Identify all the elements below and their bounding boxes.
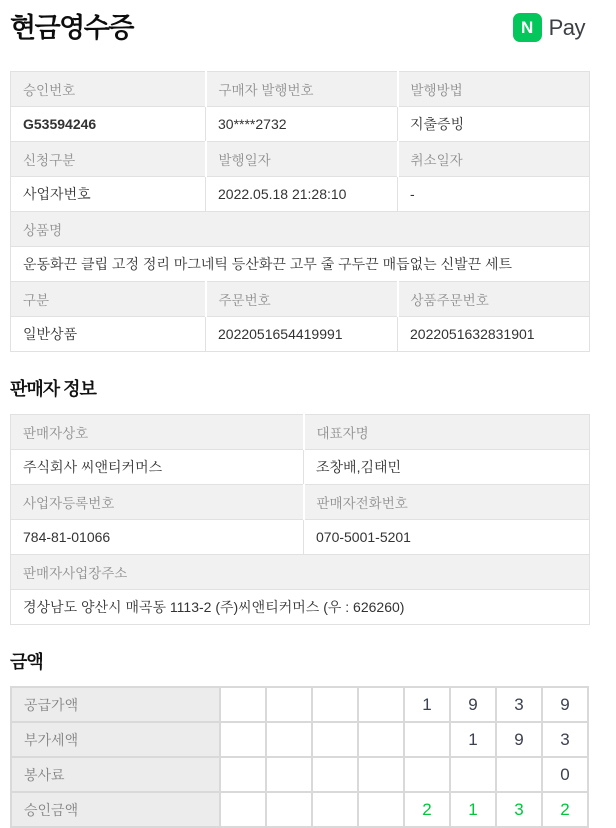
digit-cell xyxy=(312,757,358,792)
table-row xyxy=(11,72,590,107)
col-header-cancel-date: 취소일자 xyxy=(398,142,590,177)
col-header-category: 구분 xyxy=(11,282,206,317)
col-header-business-reg-number: 사업자등록번호 xyxy=(11,485,304,520)
table-row xyxy=(11,485,590,520)
digit-cell xyxy=(220,687,266,722)
digit-cell xyxy=(220,757,266,792)
seller-section-title: 판매자 정보 xyxy=(10,379,96,399)
npay-logo xyxy=(513,13,585,42)
col-header-seller-phone: 판매자전화번호 xyxy=(304,485,590,520)
approval-number-value: G53594246 xyxy=(11,107,206,142)
digit-cell xyxy=(220,792,266,827)
digit-cell xyxy=(358,722,404,757)
table-row xyxy=(11,590,590,625)
header-bar xyxy=(10,12,589,58)
digit-cell xyxy=(266,722,312,757)
digit-cell: 0 xyxy=(542,757,588,792)
receipt-info-table xyxy=(10,71,590,352)
digit-cell xyxy=(358,757,404,792)
digit-cell: 1 xyxy=(450,722,496,757)
amount-label: 봉사료 xyxy=(11,757,220,792)
table-row xyxy=(11,282,590,317)
table-row xyxy=(11,107,590,142)
digit-cell: 1 xyxy=(450,792,496,827)
digit-cell: 9 xyxy=(542,687,588,722)
digit-cell xyxy=(404,757,450,792)
digit-cell xyxy=(220,722,266,757)
table-row xyxy=(11,177,590,212)
seller-address-value: 경상남도 양산시 매곡동 1113-2 (주)씨앤티커머스 (우 : 626260) xyxy=(11,590,590,625)
product-order-number-value: 2022051632831901 xyxy=(398,317,590,352)
table-row xyxy=(11,317,590,352)
seller-phone-value: 070-5001-5201 xyxy=(304,520,590,555)
naver-n-icon: N xyxy=(513,13,542,42)
digit-cell: 9 xyxy=(450,687,496,722)
digit-cell: 1 xyxy=(404,687,450,722)
table-row xyxy=(11,212,590,247)
col-header-issue-method: 발행방법 xyxy=(398,72,590,107)
digit-cell xyxy=(358,792,404,827)
col-header-issue-date: 발행일자 xyxy=(206,142,398,177)
issue-date-value: 2022.05.18 21:28:10 xyxy=(206,177,398,212)
digit-cell xyxy=(496,757,542,792)
table-row xyxy=(11,142,590,177)
col-header-representative-name: 대표자명 xyxy=(304,415,590,450)
seller-name-value: 주식회사 씨앤티커머스 xyxy=(11,450,304,485)
amount-label: 공급가액 xyxy=(11,687,220,722)
business-reg-number-value: 784-81-01066 xyxy=(11,520,304,555)
amount-label: 부가세액 xyxy=(11,722,220,757)
col-header-order-number: 주문번호 xyxy=(206,282,398,317)
digit-cell xyxy=(266,792,312,827)
table-row xyxy=(11,415,590,450)
amount-label: 승인금액 xyxy=(11,792,220,827)
col-header-request-type: 신청구분 xyxy=(11,142,206,177)
buyer-issue-number-value: 30****2732 xyxy=(206,107,398,142)
order-number-value: 2022051654419991 xyxy=(206,317,398,352)
category-value: 일반상품 xyxy=(11,317,206,352)
col-header-approval-number: 승인번호 xyxy=(11,72,206,107)
npay-logo-text: Pay xyxy=(548,14,585,40)
request-type-value: 사업자번호 xyxy=(11,177,206,212)
amount-row-supply-value xyxy=(11,687,588,722)
col-header-seller-address: 판매자사업장주소 xyxy=(11,555,590,590)
seller-info-table xyxy=(10,414,590,625)
digit-cell xyxy=(266,757,312,792)
col-header-product-order-number: 상품주문번호 xyxy=(398,282,590,317)
col-header-seller-name: 판매자상호 xyxy=(11,415,304,450)
digit-cell: 3 xyxy=(496,687,542,722)
amount-row-approved-amount xyxy=(11,792,588,827)
table-row xyxy=(11,450,590,485)
amount-table xyxy=(10,686,589,828)
cancel-date-value: - xyxy=(398,177,590,212)
issue-method-value: 지출증빙 xyxy=(398,107,590,142)
col-header-product-name: 상품명 xyxy=(11,212,590,247)
digit-cell xyxy=(358,687,404,722)
digit-cell xyxy=(266,687,312,722)
digit-cell: 2 xyxy=(404,792,450,827)
digit-cell: 3 xyxy=(542,722,588,757)
amount-row-service-charge xyxy=(11,757,588,792)
amount-row-vat xyxy=(11,722,588,757)
representative-name-value: 조창배,김태민 xyxy=(304,450,590,485)
digit-cell xyxy=(312,687,358,722)
digit-cell xyxy=(404,722,450,757)
digit-cell xyxy=(312,792,358,827)
page-title: 현금영수증 xyxy=(10,13,133,43)
digit-cell: 3 xyxy=(496,792,542,827)
table-row xyxy=(11,520,590,555)
digit-cell: 2 xyxy=(542,792,588,827)
product-name-value: 운동화끈 클립 고정 정리 마그네틱 등산화끈 고무 줄 구두끈 매듭없는 신발끈 세트 xyxy=(11,247,590,282)
digit-cell xyxy=(450,757,496,792)
digit-cell: 9 xyxy=(496,722,542,757)
table-row xyxy=(11,247,590,282)
digit-cell xyxy=(312,722,358,757)
col-header-buyer-issue-number: 구매자 발행번호 xyxy=(206,72,398,107)
table-row xyxy=(11,555,590,590)
amount-section-title: 금액 xyxy=(10,652,43,672)
